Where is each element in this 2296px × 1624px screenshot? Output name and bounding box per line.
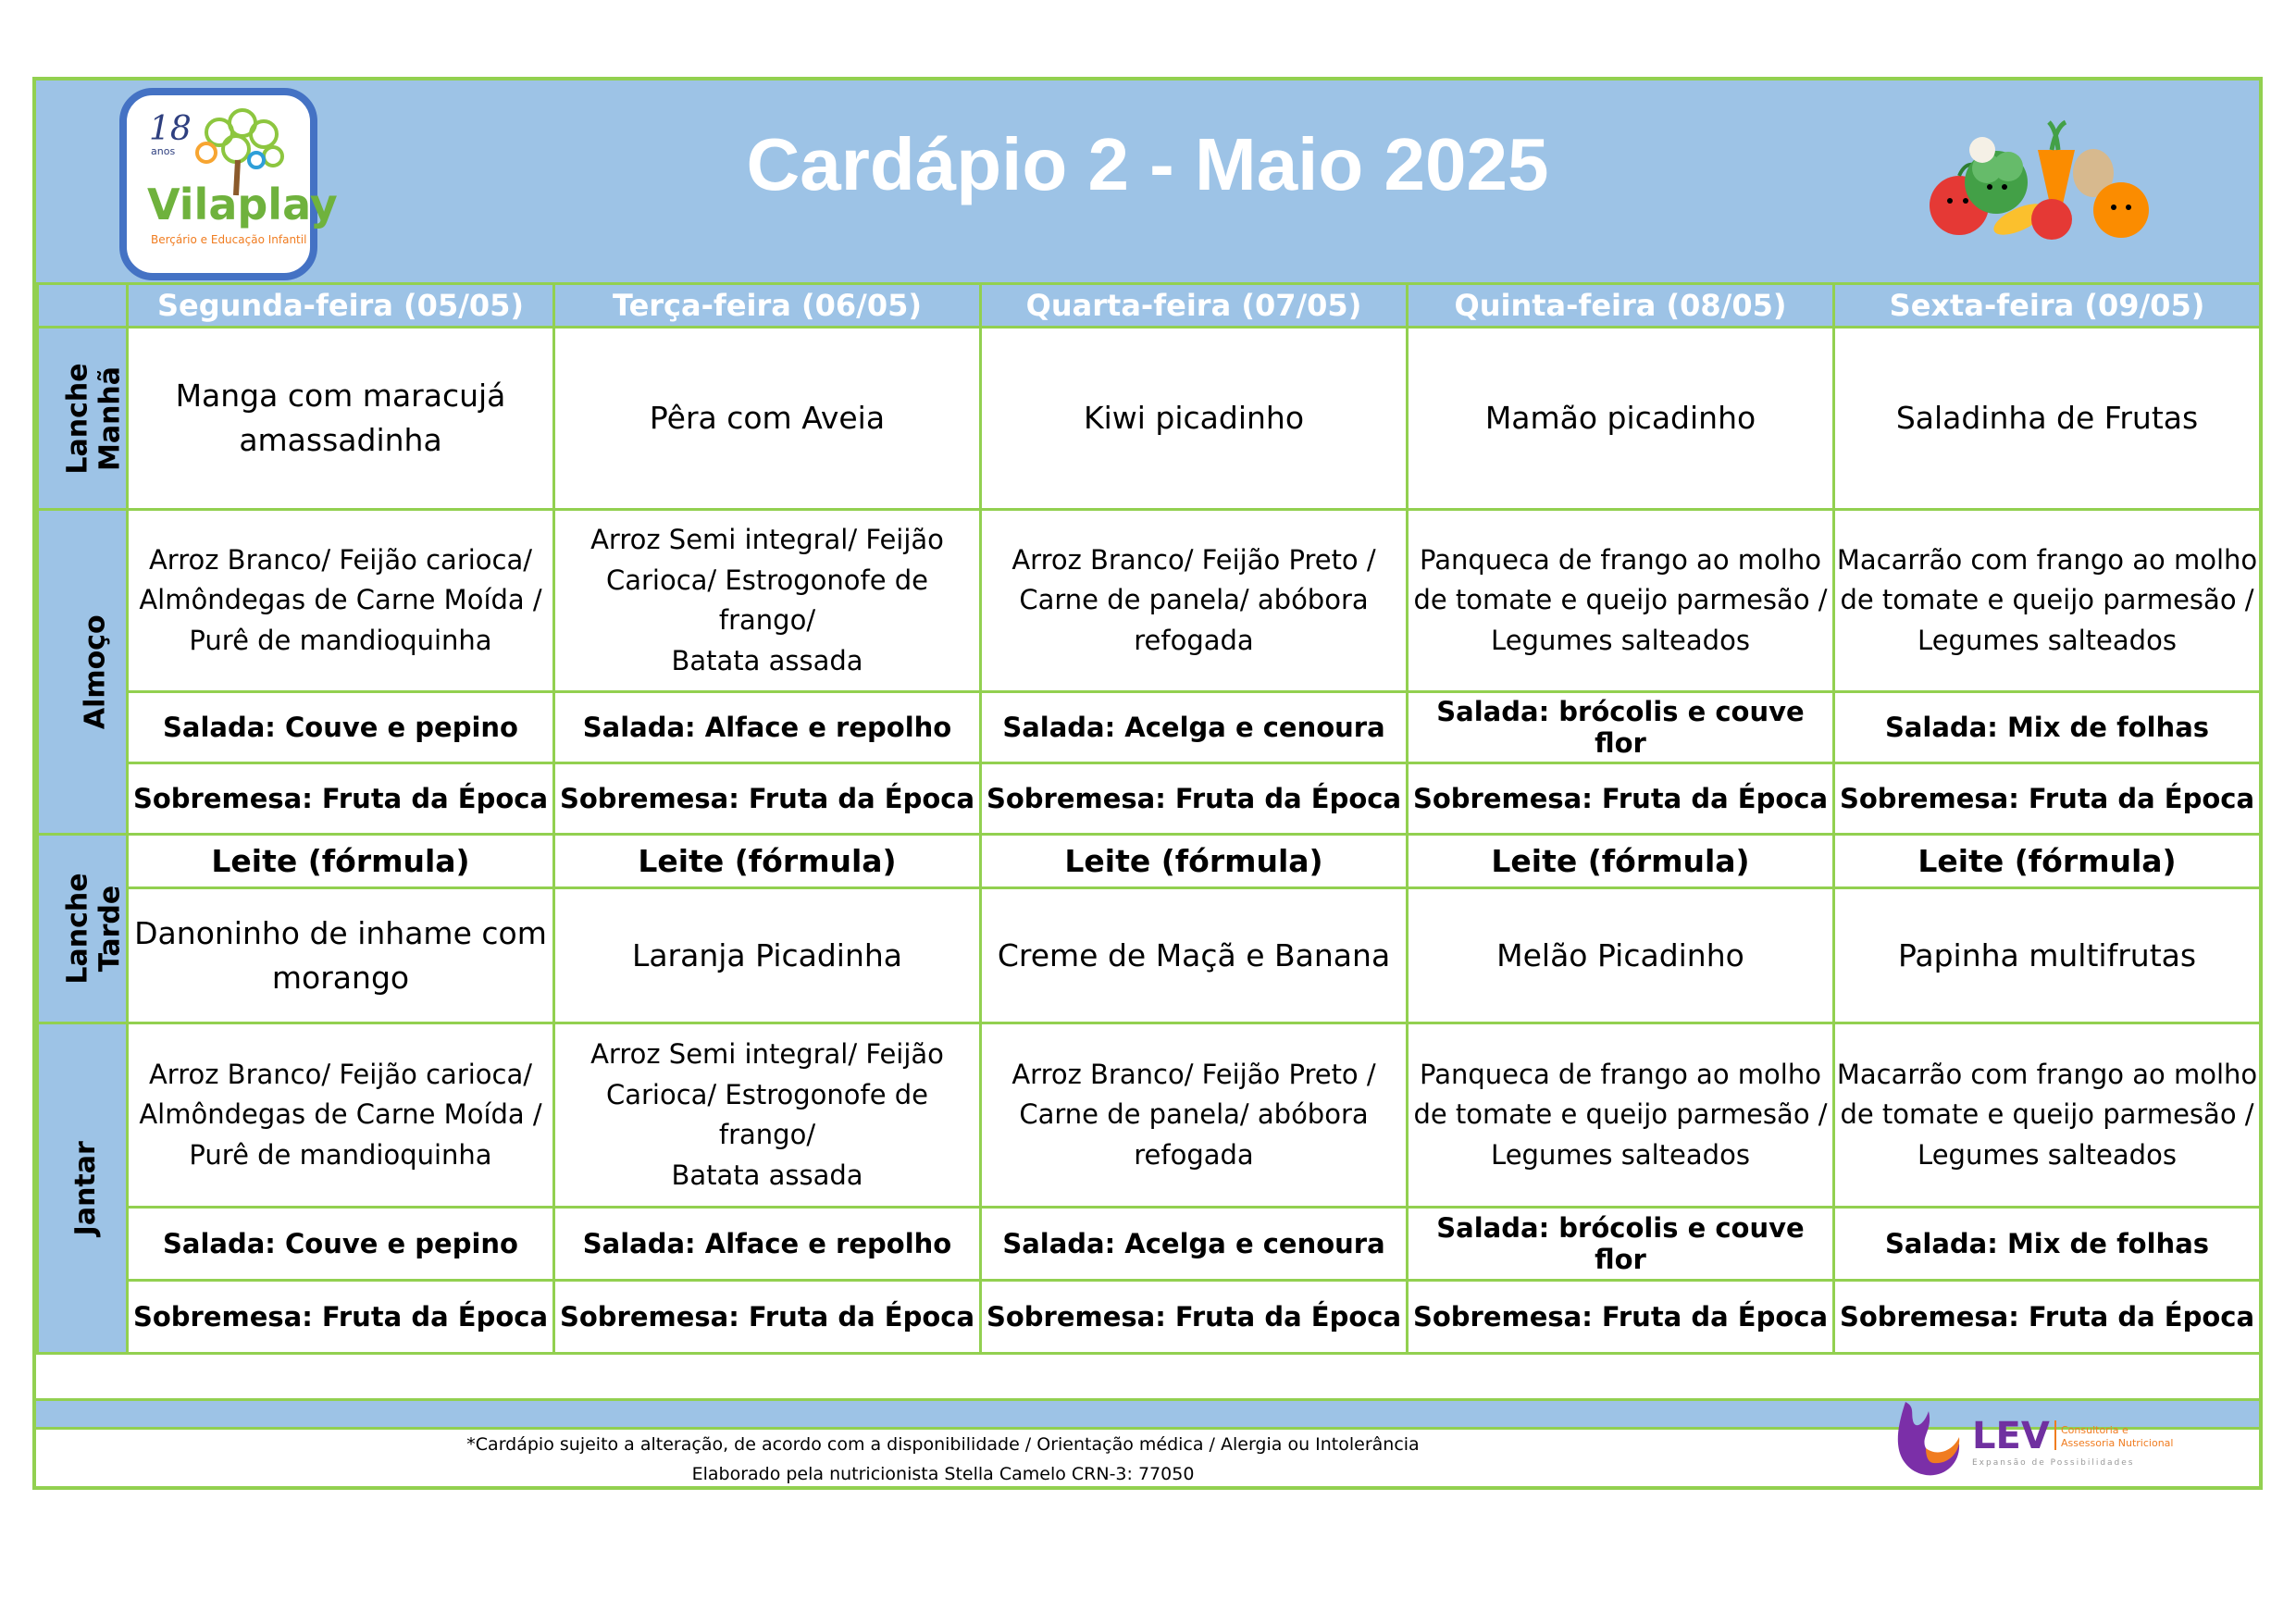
salada-cell: Salada: Couve e pepino — [128, 1208, 554, 1281]
salada-cell: Salada: Couve e pepino — [128, 692, 554, 763]
cell-line: Almôndegas de Carne Moída / — [139, 584, 542, 616]
almoco-row — [38, 510, 2261, 692]
menu-cell — [554, 888, 981, 1023]
cell-line: Pêra com Aveia — [649, 400, 886, 437]
cell-line: de tomate e queijo parmesão / — [1413, 1098, 1828, 1131]
sobremesa-cell: Sobremesa: Fruta da Época — [1834, 763, 2261, 835]
header-band — [36, 81, 2259, 282]
menu-cell — [128, 328, 554, 510]
menu-cell — [981, 510, 1408, 692]
leite-cell: Leite (fórmula) — [128, 835, 554, 888]
lanche-tarde-row — [38, 888, 2261, 1023]
logo-tagline: Berçário e Educação Infantil — [151, 233, 307, 246]
menu-cell — [981, 888, 1408, 1023]
cell-line: amassadinha — [239, 422, 442, 458]
menu-cell — [1408, 328, 1834, 510]
fruit-vegetable-illustration-icon — [1917, 113, 2163, 252]
cell-line: refogada — [1134, 624, 1254, 656]
cell-line: Laranja Picadinha — [631, 936, 903, 973]
cell-line: Arroz Semi integral/ Feijão — [590, 1038, 944, 1070]
sobremesa-cell: Sobremesa: Fruta da Época — [981, 763, 1408, 835]
row-label-lanche-tarde — [38, 835, 128, 1023]
row-label-jantar — [38, 1023, 128, 1354]
day-header: Terça-feira (06/05) — [554, 284, 981, 328]
sobremesa-cell: Sobremesa: Fruta da Época — [128, 1281, 554, 1354]
cell-line: Creme de Maçã e Banana — [997, 936, 1391, 973]
jantar-row — [38, 1023, 2261, 1208]
salada-cell: Salada: Acelga e cenoura — [981, 1208, 1408, 1281]
menu-cell — [981, 328, 1408, 510]
lev-line1: Consultoria e — [2061, 1424, 2128, 1436]
row-label-line: Manhã — [93, 366, 127, 471]
cell-line: refogada — [1134, 1138, 1254, 1171]
salada-cell: Salada: Alface e repolho — [554, 1208, 981, 1281]
sobremesa-cell: Sobremesa: Fruta da Época — [554, 1281, 981, 1354]
row-label-lanche-manha — [38, 328, 128, 510]
lev-flame-logo-icon — [1887, 1393, 2220, 1485]
almoco-salada-row — [38, 692, 2261, 763]
menu-cell — [128, 510, 554, 692]
sobremesa-cell: Sobremesa: Fruta da Época — [554, 763, 981, 835]
sobremesa-cell: Sobremesa: Fruta da Época — [1408, 763, 1834, 835]
menu-cell — [1834, 328, 2261, 510]
row-label-line: Lanche — [61, 362, 94, 475]
logo-number: 18 — [149, 110, 192, 148]
row-label-line: Almoço — [79, 614, 112, 730]
menu-cell — [554, 1023, 981, 1208]
day-header: Segunda-feira (05/05) — [128, 284, 554, 328]
sobremesa-cell: Sobremesa: Fruta da Época — [128, 763, 554, 835]
jantar-sobremesa-row — [38, 1281, 2261, 1354]
row-label-almoco — [38, 510, 128, 835]
header-corner — [38, 284, 128, 328]
cell-line: Legumes salteados — [1491, 624, 1750, 656]
sobremesa-cell: Sobremesa: Fruta da Época — [981, 1281, 1408, 1354]
cell-line: de tomate e queijo parmesão / — [1413, 584, 1828, 616]
row-label-line: Lanche — [61, 873, 94, 985]
salada-cell: Salada: Mix de folhas — [1834, 1208, 2261, 1281]
leite-cell: Leite (fórmula) — [554, 835, 981, 888]
cell-line: Carioca/ Estrogonofe de frango/ — [605, 564, 929, 636]
salada-cell: Salada: Acelga e cenoura — [981, 692, 1408, 763]
leite-row — [38, 835, 2261, 888]
menu-cell — [128, 888, 554, 1023]
cell-line: Melão Picadinho — [1496, 936, 1744, 973]
cell-line: Kiwi picadinho — [1083, 400, 1305, 437]
day-header: Sexta-feira (09/05) — [1834, 284, 2261, 328]
almoco-sobremesa-row — [38, 763, 2261, 835]
menu-cell — [1408, 888, 1834, 1023]
cell-line: Mamão picadinho — [1484, 400, 1756, 437]
day-header: Quinta-feira (08/05) — [1408, 284, 1834, 328]
logo-brand: Vilaplay — [147, 180, 338, 229]
cell-line: Manga com maracujá — [175, 378, 506, 415]
menu-grid — [36, 282, 2262, 1355]
jantar-salada-row — [38, 1208, 2261, 1281]
cell-line: Macarrão com frango ao molho — [1836, 543, 2258, 576]
cell-line: Arroz Branco/ Feijão carioca/ — [148, 543, 533, 576]
row-label-line: Jantar — [68, 1141, 102, 1236]
lev-line2: Assessoria Nutricional — [2061, 1437, 2174, 1449]
menu-sheet — [32, 77, 2263, 1490]
disclaimer-text: *Cardápio sujeito a alteração, de acordo com a disponibilidade / Orientação médica / Alergia ou Intolerância — [466, 1434, 1420, 1455]
cell-line: Batata assada — [671, 1159, 863, 1191]
salada-cell: Salada: brócolis e couve flor — [1408, 692, 1834, 763]
cell-line: Carioca/ Estrogonofe de frango/ — [605, 1078, 929, 1150]
menu-cell — [1408, 1023, 1834, 1208]
cell-line: Arroz Branco/ Feijão carioca/ — [148, 1058, 533, 1090]
lev-logo — [1887, 1393, 2220, 1485]
menu-cell — [1834, 1023, 2261, 1208]
sobremesa-cell: Sobremesa: Fruta da Época — [1408, 1281, 1834, 1354]
cell-line: Danoninho de inhame com — [134, 914, 547, 951]
salada-cell: Salada: Alface e repolho — [554, 692, 981, 763]
cell-line: Legumes salteados — [1491, 1138, 1750, 1171]
logo-sub: anos — [151, 145, 176, 157]
row-label-line: Tarde — [93, 885, 127, 973]
cell-line: Legumes salteados — [1917, 1138, 2177, 1171]
cell-line: de tomate e queijo parmesão / — [1840, 1098, 2254, 1131]
cell-line: Papinha multifrutas — [1897, 936, 2197, 973]
cell-line: Panqueca de frango ao molho — [1420, 543, 1821, 576]
leite-cell: Leite (fórmula) — [981, 835, 1408, 888]
cell-line: Almôndegas de Carne Moída / — [139, 1098, 542, 1131]
cell-line: de tomate e queijo parmesão / — [1840, 584, 2254, 616]
menu-cell — [1834, 888, 2261, 1023]
menu-cell — [1834, 510, 2261, 692]
salada-cell: Salada: brócolis e couve flor — [1408, 1208, 1834, 1281]
menu-cell — [128, 1023, 554, 1208]
cell-line: morango — [271, 959, 410, 996]
cell-line: Batata assada — [671, 644, 863, 676]
cell-line: Macarrão com frango ao molho — [1836, 1058, 2258, 1090]
cell-line: Saladinha de Frutas — [1895, 400, 2199, 437]
menu-cell — [554, 328, 981, 510]
menu-cell — [554, 510, 981, 692]
lanche-manha-row — [38, 328, 2261, 510]
page-title: Cardápio 2 - Maio 2025 — [746, 123, 1549, 205]
day-header: Quarta-feira (07/05) — [981, 284, 1408, 328]
footer-note — [295, 1430, 1591, 1489]
leite-cell: Leite (fórmula) — [1834, 835, 2261, 888]
lev-tagline: Expansão de Possibilidades — [1972, 1458, 2135, 1468]
lev-brand: LEV — [1972, 1415, 2050, 1457]
cell-line: Legumes salteados — [1917, 624, 2177, 656]
cell-line: Purê de mandioquinha — [189, 624, 492, 656]
cell-line: Carne de panela/ abóbora — [1019, 584, 1369, 616]
cell-line: Purê de mandioquinha — [189, 1138, 492, 1171]
cell-line: Carne de panela/ abóbora — [1019, 1098, 1369, 1131]
cell-line: Arroz Branco/ Feijão Preto / — [1011, 1058, 1376, 1090]
menu-cell — [1408, 510, 1834, 692]
day-header-row — [38, 284, 2261, 328]
author-text: Elaborado pela nutricionista Stella Camelo CRN-3: 77050 — [691, 1464, 1195, 1484]
menu-cell — [981, 1023, 1408, 1208]
salada-cell: Salada: Mix de folhas — [1834, 692, 2261, 763]
leite-cell: Leite (fórmula) — [1408, 835, 1834, 888]
cell-line: Arroz Branco/ Feijão Preto / — [1011, 543, 1376, 576]
cell-line: Panqueca de frango ao molho — [1420, 1058, 1821, 1090]
cell-line: Arroz Semi integral/ Feijão — [590, 524, 944, 555]
sobremesa-cell: Sobremesa: Fruta da Época — [1834, 1281, 2261, 1354]
